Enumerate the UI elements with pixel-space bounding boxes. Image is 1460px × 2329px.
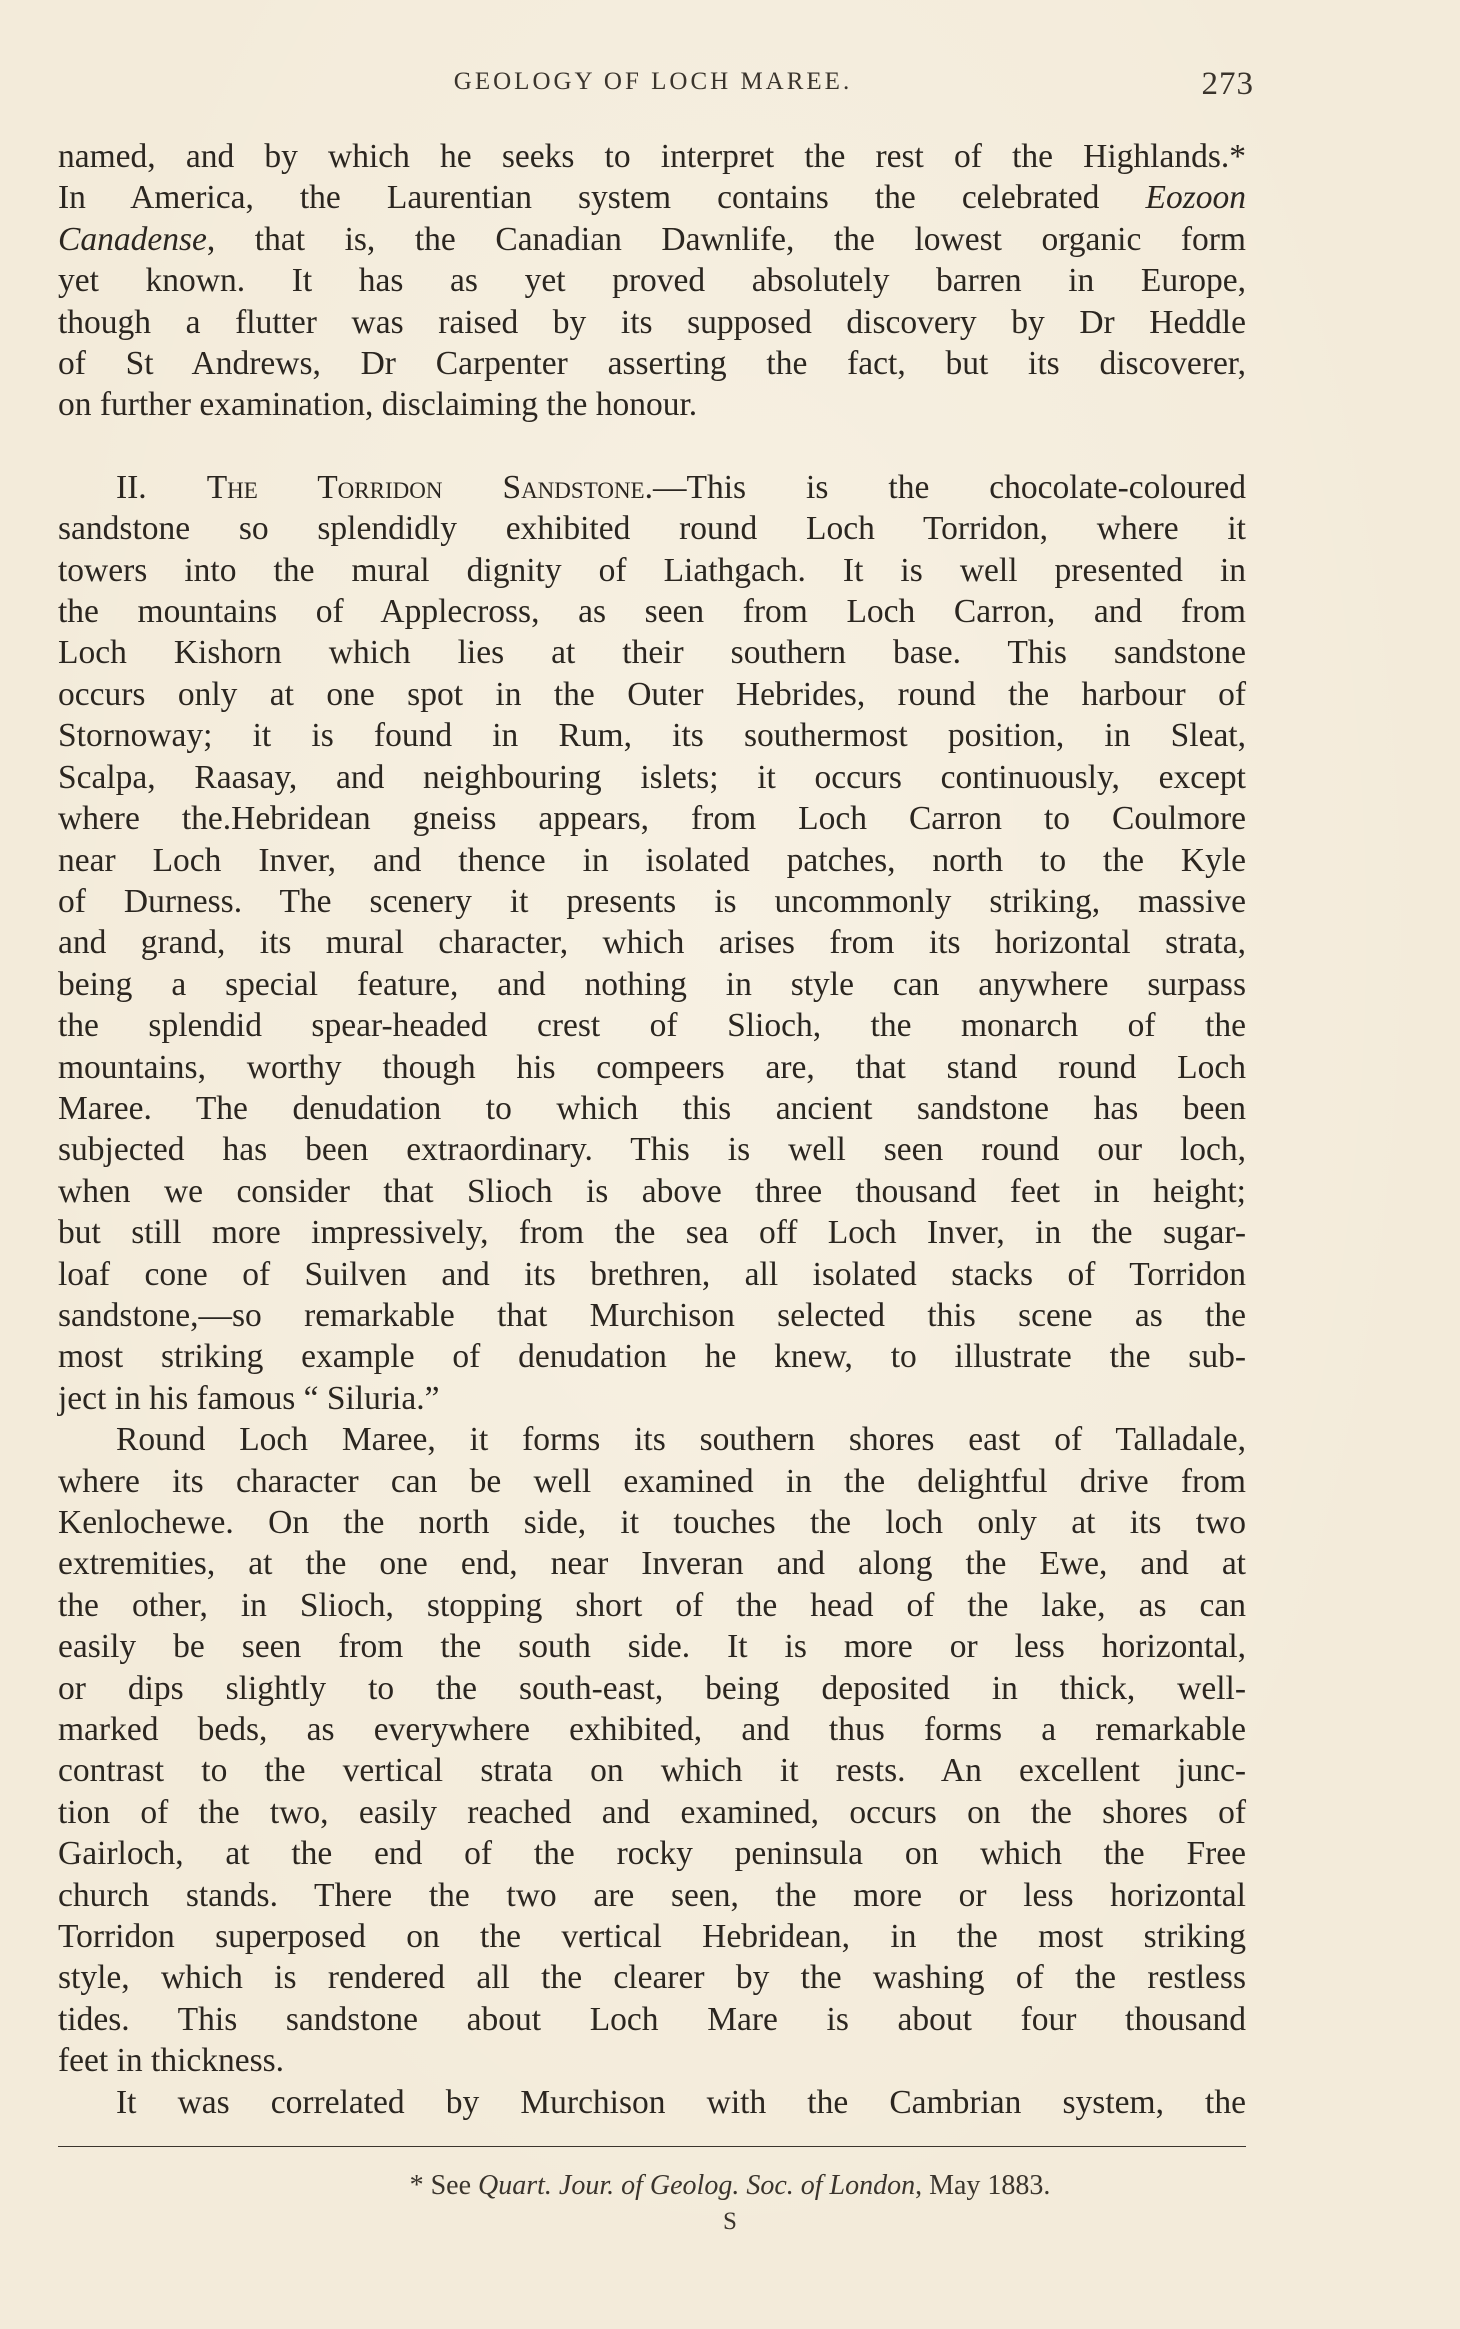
text-line: the other, in Slioch, stopping short of the head of the lake, as can: [58, 1586, 1246, 1624]
text-line: Loch Kishorn which lies at their southern base. This sandstone: [58, 634, 1246, 672]
text-line: easily be seen from the south side. It is more or less horizontal,: [58, 1628, 1246, 1666]
section-numeral: II.: [116, 468, 147, 506]
text-line: towers into the mural dignity of Liathgach. It is well presented in: [58, 551, 1246, 589]
text-line: [58, 177, 1246, 218]
text-line: occurs only at one spot in the Outer Hebrides, round the harbour of: [58, 675, 1246, 713]
text-line: and grand, its mural character, which arises from its horizontal strata,: [58, 924, 1246, 962]
footnote-marker: * See: [409, 2170, 478, 2201]
text-line: yet known. It has as yet proved absolutely barren in Europe,: [58, 262, 1246, 300]
text-line: the splendid spear-headed crest of Slioch, the monarch of the: [58, 1007, 1246, 1045]
text-line: feet in thickness.: [58, 2042, 285, 2080]
section-heading: The Torridon Sandstone.: [206, 468, 653, 506]
text-line: mountains, worthy though his compeers are, that stand round Loch: [58, 1048, 1246, 1086]
text-line: of St Andrews, Dr Carpenter asserting the fact, but its discoverer,: [58, 345, 1246, 383]
signature-mark: S: [723, 2208, 737, 2235]
paragraph-spacer: [58, 426, 1246, 467]
text-line: [58, 467, 1246, 508]
text-line: marked beds, as everywhere exhibited, and thus forms a remarkable: [58, 1711, 1246, 1749]
text-line: Torridon superposed on the vertical Hebridean, in the most striking: [58, 1918, 1246, 1956]
text-line: sandstone so splendidly exhibited round Loch Torridon, where it: [58, 510, 1246, 548]
text-line: tides. This sandstone about Loch Mare is about four thousand: [58, 2000, 1246, 2038]
text-line: Stornoway; it is found in Rum, its southermost position, in Sleat,: [58, 717, 1246, 755]
page-number: 273: [1201, 66, 1254, 102]
body-text: [58, 136, 1246, 2123]
text-line: ject in his famous “ Siluria.”: [58, 1379, 440, 1417]
footnote-date: , May 1883.: [915, 2170, 1051, 2201]
text-line: extremities, at the one end, near Inveran and along the Ewe, and at: [58, 1545, 1246, 1583]
text-line: contrast to the vertical strata on which it rests. An excellent junc-: [58, 1752, 1246, 1790]
text-line: on further examination, disclaiming the honour.: [58, 386, 698, 424]
text-line: [58, 219, 1246, 260]
text-line: when we consider that Slioch is above three thousand feet in height;: [58, 1172, 1246, 1210]
text-line: Gairloch, at the end of the rocky peninsula on which the Free: [58, 1835, 1246, 1873]
text-line: subjected has been extraordinary. This is well seen round our loch,: [58, 1131, 1246, 1169]
text-line: Kenlochewe. On the north side, it touches the loch only at its two: [58, 1504, 1246, 1541]
italic-canadense: Canadense: [58, 220, 207, 258]
text-line: Round Loch Maree, it forms its southern shores east of Talladale,: [116, 1421, 1246, 1459]
text-line: near Loch Inver, and thence in isolated patches, north to the Kyle: [58, 841, 1246, 879]
text-line: the mountains of Applecross, as seen from Loch Carron, and from: [58, 593, 1246, 631]
paragraph-laurentian: [58, 136, 1246, 426]
footnote-rule: [58, 2146, 1246, 2147]
text-line: or dips slightly to the south-east, being deposited in thick, well-: [58, 1669, 1246, 1707]
text-line: It was correlated by Murchison with the Cambrian system, the: [116, 2083, 1246, 2121]
text-line: being a special feature, and nothing in style can anywhere surpass: [58, 965, 1246, 1003]
paragraph-torridon-sandstone: [58, 467, 1246, 1419]
text-fragment: —This is the chocolate-coloured: [652, 468, 1247, 506]
text-line: Maree. The denudation to which this ancient sandstone has been: [58, 1089, 1246, 1127]
text-line: but still more impressively, from the sea off Loch Inver, in the sugar-: [58, 1214, 1246, 1252]
text-line: though a flutter was raised by its supposed discovery by Dr Heddle: [58, 303, 1246, 341]
text-fragment: , that is, the Canadian Dawnlife, the lowest organic form: [206, 220, 1246, 258]
text-line: tion of the two, easily reached and examined, occurs on the shores of: [58, 1793, 1246, 1831]
text-line: church stands. There the two are seen, the more or less horizontal: [58, 1876, 1246, 1914]
footnote-journal: Quart. Jour. of Geolog. Soc. of London: [478, 2170, 916, 2201]
running-head: [60, 62, 1254, 106]
text-line: where the.Hebridean gneiss appears, from Loch Carron to Coulmore: [58, 800, 1246, 838]
text-line: where its character can be well examined in the delightful drive from: [58, 1462, 1246, 1500]
text-line: Scalpa, Raasay, and neighbouring islets; it occurs continuously, except: [58, 758, 1246, 796]
footnote: [0, 2170, 1460, 2202]
running-title: GEOLOGY OF LOCH MAREE.: [453, 68, 853, 95]
text-line: loaf cone of Suilven and its brethren, all isolated stacks of Torridon: [58, 1255, 1246, 1293]
text-line: sandstone,—so remarkable that Murchison selected this scene as the: [58, 1296, 1246, 1334]
text-line: most striking example of denudation he knew, to illustrate the sub-: [58, 1338, 1246, 1376]
paragraph-cambrian: [58, 2082, 1246, 2123]
italic-eozoon: Eozoon: [1145, 179, 1246, 217]
text-fragment: In America, the Laurentian system contains the celebrated: [58, 179, 1146, 217]
text-line: style, which is rendered all the clearer by the washing of the restless: [58, 1959, 1246, 1997]
paragraph-loch-maree-shores: [58, 1419, 1246, 2082]
text-line: named, and by which he seeks to interpret the rest of the Highlands.*: [58, 138, 1246, 175]
text-line: of Durness. The scenery it presents is uncommonly striking, massive: [58, 882, 1246, 920]
